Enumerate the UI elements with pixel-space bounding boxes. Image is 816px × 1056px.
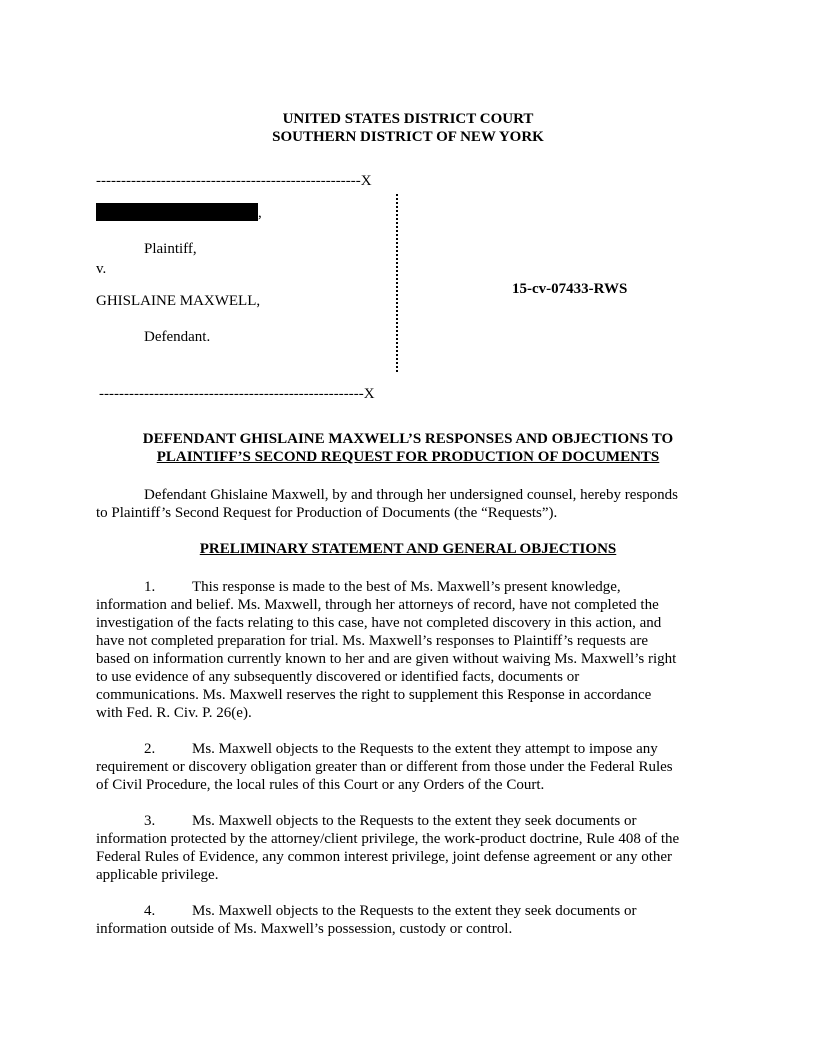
caption-bottom-rule: -----------------------------------------------------X bbox=[99, 386, 375, 402]
paragraph-3: 3. Ms. Maxwell objects to the Requests to the extent they seek documents or information protected by the attorney/client privilege, the work-product doctrine, Rule 408 of the Federal Rules of Evidence, any common interest privilege, joint defense agreement or any other applicable privilege. bbox=[96, 813, 680, 883]
document-title-line-1: DEFENDANT GHISLAINE MAXWELL’S RESPONSES AND OBJECTIONS TO bbox=[142, 431, 674, 447]
paragraph-2: 2. Ms. Maxwell objects to the Requests to the extent they attempt to impose any requirement or discovery obligation greater than or different from those under the Federal Rules of Civil Procedure, the local rules of this Court or any Orders of the Court. bbox=[96, 741, 673, 793]
paragraph-1: 1. This response is made to the best of Ms. Maxwell’s present knowledge, information and belief. Ms. Maxwell, through her attorneys of record, have not completed the investigation of the facts relating to this case, have not completed discovery in this action, and have not completed preparation for trial. Ms. Maxwell’s responses to Plaintiff’s requests are based on information currently known to her and are given without waiving Ms. Maxwell’s right to use evidence of any subsequently discovered or identified facts, documents or communications. Ms. Maxwell reserves the right to supplement this Response in accordance with Fed. R. Civ. P. 26(e). bbox=[96, 579, 677, 721]
court-name: UNITED STATES DISTRICT COURT bbox=[282, 111, 534, 127]
defendant-name: GHISLAINE MAXWELL, bbox=[96, 293, 261, 309]
paragraph-4: 4. Ms. Maxwell objects to the Requests to the extent they seek documents or information outside of Ms. Maxwell’s possession, custody or control. bbox=[96, 903, 637, 937]
document-title-line-2: PLAINTIFF’S SECOND REQUEST FOR PRODUCTION OF DOCUMENTS bbox=[156, 449, 660, 465]
versus-label: v. bbox=[96, 261, 107, 277]
defendant-label: Defendant. bbox=[144, 329, 211, 345]
case-number: 15-cv-07433-RWS bbox=[512, 281, 628, 297]
caption-top-rule: -----------------------------------------------------X bbox=[96, 173, 372, 189]
plaintiff-name-comma: , bbox=[258, 205, 262, 221]
paragraph-number: 1. bbox=[144, 579, 156, 595]
paragraph-number: 2. bbox=[144, 741, 156, 757]
plaintiff-label: Plaintiff, bbox=[144, 241, 197, 257]
court-district: SOUTHERN DISTRICT OF NEW YORK bbox=[272, 129, 544, 145]
section-heading: PRELIMINARY STATEMENT AND GENERAL OBJECTIONS bbox=[199, 541, 617, 557]
paragraph-number: 3. bbox=[144, 813, 156, 829]
paragraph-number: 4. bbox=[144, 903, 156, 919]
redaction-block bbox=[96, 203, 258, 221]
caption-vertical-rule bbox=[396, 194, 398, 372]
intro-paragraph: Defendant Ghislaine Maxwell, by and through her undersigned counsel, hereby responds to Plaintiff’s Second Request for Production of Documents (the “Requests”). bbox=[96, 487, 679, 521]
